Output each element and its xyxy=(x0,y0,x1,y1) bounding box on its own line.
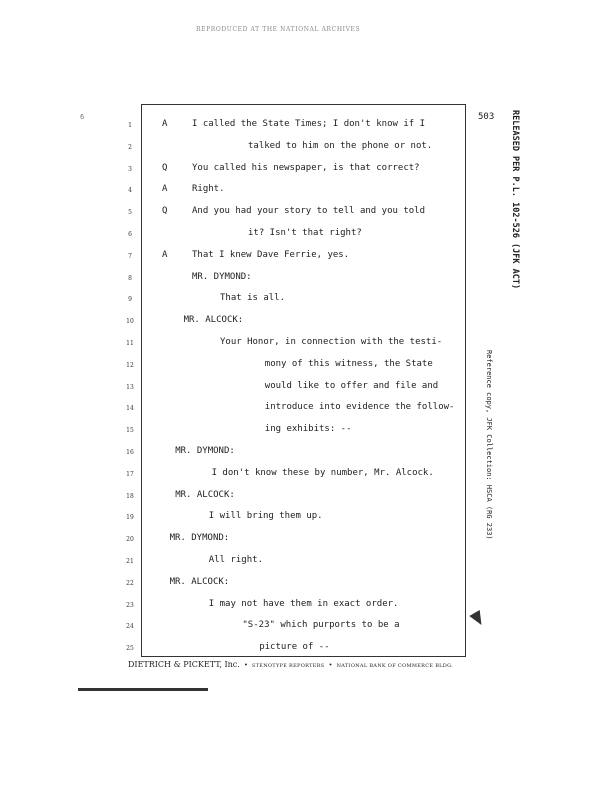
line-number: 6 xyxy=(128,231,132,238)
line-number: 19 xyxy=(126,514,134,522)
line-number: 8 xyxy=(128,274,132,282)
line-text: MR. ALCOCK: xyxy=(183,315,244,326)
line-number: 10 xyxy=(126,318,134,326)
speaker-label: Q xyxy=(162,206,168,217)
line-number: 2 xyxy=(128,143,132,151)
line-text: I called the State Times; I don't know if I xyxy=(192,119,425,129)
line-text: MR. DYMOND: xyxy=(192,271,252,282)
line-number: 11 xyxy=(126,340,134,347)
footer-bullet: • xyxy=(328,661,333,669)
line-text: That I knew Dave Ferrie, yes. xyxy=(192,249,350,260)
line-number: 4 xyxy=(128,187,132,195)
line-text: I don't know these by number, Mr. Alcock. xyxy=(211,467,434,478)
line-number: 23 xyxy=(126,601,134,609)
line-text: introduce into evidence the follow- xyxy=(264,402,455,413)
line-text: it? Isn't that right? xyxy=(248,228,362,238)
line-text: You called his newspaper, is that correct? xyxy=(192,162,420,173)
line-text: ing exhibits: -- xyxy=(264,424,352,435)
line-text: Your Honor, in connection with the testi- xyxy=(220,337,443,347)
margin-mark: 6 xyxy=(80,113,85,121)
footer-address: NATIONAL BANK OF COMMERCE BLDG. xyxy=(336,663,454,669)
firm-name: DIETRICH & PICKETT, Inc. xyxy=(128,660,240,669)
bottom-rule xyxy=(78,688,208,691)
reference-note: Reference copy, JFK Collection: HSCA (RG 233) xyxy=(485,350,493,540)
line-text: And you had your story to tell and you told xyxy=(192,206,425,217)
speaker-label: A xyxy=(162,184,168,195)
line-text: MR. DYMOND: xyxy=(169,533,230,544)
footer-service: STENOTYPE REPORTERS xyxy=(251,663,325,669)
line-number: 14 xyxy=(126,405,134,413)
line-number: 25 xyxy=(126,645,134,653)
line-text: picture of -- xyxy=(259,642,330,653)
line-text: I will bring them up. xyxy=(208,511,323,522)
line-text: All right. xyxy=(208,555,263,565)
line-number: 20 xyxy=(126,536,134,544)
line-text: That is all. xyxy=(220,293,286,304)
line-text: Right. xyxy=(192,184,225,195)
footer-line xyxy=(128,660,453,669)
line-number: 7 xyxy=(128,252,132,260)
line-number: 22 xyxy=(126,579,134,587)
line-number: 24 xyxy=(126,623,134,631)
footer-bullet: • xyxy=(243,661,248,669)
line-text: would like to offer and file and xyxy=(264,380,439,391)
corner-mark xyxy=(469,610,486,628)
line-text: talked to him on the phone or not. xyxy=(248,140,433,151)
line-number: 13 xyxy=(126,383,134,391)
line-text: MR. ALCOCK: xyxy=(175,489,235,500)
speaker-label: A xyxy=(162,119,168,129)
line-number: 15 xyxy=(126,427,134,435)
line-text: mony of this witness, the State xyxy=(264,358,433,369)
line-number: 17 xyxy=(126,470,134,478)
release-stamp: RELEASED PER P.L. 102-526 (JFK ACT) xyxy=(510,110,520,290)
line-number: 3 xyxy=(128,165,132,173)
line-number: 12 xyxy=(126,361,134,369)
line-text: "S-23" which purports to be a xyxy=(242,620,400,631)
header-stamp: REPRODUCED AT THE NATIONAL ARCHIVES xyxy=(196,26,361,33)
speaker-label: A xyxy=(162,249,168,260)
speaker-label: Q xyxy=(162,162,168,173)
line-number: 16 xyxy=(126,449,134,456)
line-number: 5 xyxy=(128,209,132,217)
line-text: MR. ALCOCK: xyxy=(169,576,230,587)
page-number: 503 xyxy=(478,112,495,122)
line-number: 21 xyxy=(126,558,134,565)
line-number: 18 xyxy=(126,492,134,500)
line-number: 1 xyxy=(128,122,132,129)
line-number: 9 xyxy=(128,296,132,304)
line-text: I may not have them in exact order. xyxy=(208,598,399,609)
line-text: MR. DYMOND: xyxy=(175,446,235,456)
